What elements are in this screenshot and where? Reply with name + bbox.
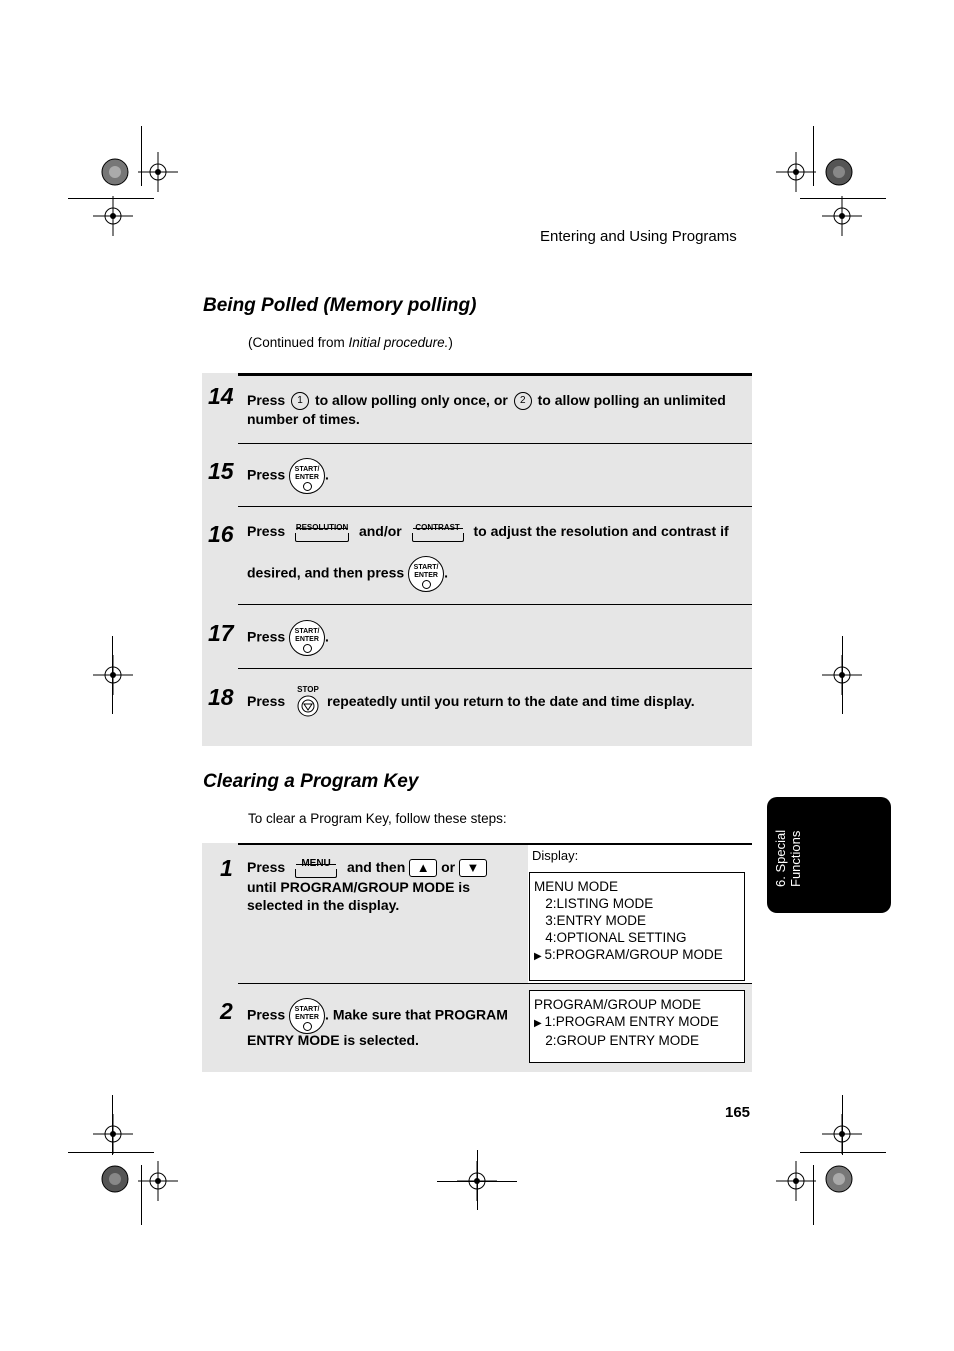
chapter-tab-label: 6. Special Functions [773, 829, 803, 887]
lcd-line-selected: ▶ 5:PROGRAM/GROUP MODE [534, 947, 723, 962]
start-enter-key-icon: START/ ENTER [289, 620, 325, 656]
stop-key-icon: STOP [294, 685, 322, 722]
lcd-line: 2:LISTING MODE [534, 896, 654, 911]
divider [238, 443, 752, 444]
step-18-text-cont: repeatedly until you return to the date and time display. [327, 693, 695, 709]
section-intro: To clear a Program Key, follow these steps: [248, 811, 507, 826]
divider [238, 668, 752, 669]
section-title-memory-polling: Being Polled (Memory polling) [203, 295, 477, 316]
section-title-clearing-key: Clearing a Program Key [203, 771, 419, 792]
section-intro: (Continued from Initial procedure.) [248, 335, 453, 350]
divider [238, 983, 752, 984]
step-number: 14 [208, 383, 234, 409]
step-2-text-cont: ENTRY MODE is selected. [247, 1032, 419, 1048]
start-enter-key-icon: START/ ENTER [289, 458, 325, 494]
key-2-icon: 2 [514, 392, 532, 410]
lcd-line: PROGRAM/GROUP MODE [534, 997, 702, 1012]
down-arrow-key-icon: ▼ [459, 859, 487, 877]
divider [238, 373, 752, 376]
lcd-line: MENU MODE [534, 879, 618, 894]
divider [238, 506, 752, 507]
step-16-text: Press RESOLUTION and/or CONTRAST to adjust the resolution and contrast if [247, 522, 747, 542]
step-16-text-cont: desired, and then press START/ ENTER . [247, 556, 448, 592]
step-number: 18 [208, 684, 234, 710]
start-enter-key-icon: START/ ENTER [408, 556, 444, 592]
resolution-key-icon: RESOLUTION [295, 523, 349, 542]
step-15-text: Press START/ ENTER . [247, 458, 329, 494]
lcd-line: 3:ENTRY MODE [534, 913, 647, 928]
up-arrow-key-icon: ▲ [409, 859, 437, 877]
menu-key-icon: MENU [295, 859, 337, 878]
contrast-key-icon: CONTRAST [412, 523, 464, 542]
step-14-text: Press 1 to allow polling only once, or 2 to allow polling an unlimited number of times. [247, 392, 726, 428]
step-1-text: Press MENU and then ▲ or ▼ until PROGRAM/GROUP MODE is selected in the display. [247, 858, 522, 914]
key-1-icon: 1 [291, 392, 309, 410]
lcd-line: 2:GROUP ENTRY MODE [534, 1033, 700, 1048]
display-label: Display: [532, 848, 579, 863]
step-number: 1 [220, 855, 233, 881]
step-17-text: Press START/ ENTER . [247, 620, 329, 656]
lcd-display-menu [529, 872, 745, 981]
divider [238, 604, 752, 605]
cursor-arrow-icon: ▶ [534, 951, 545, 962]
start-enter-key-icon: START/ ENTER [289, 998, 325, 1034]
step-number: 16 [208, 521, 234, 547]
lcd-line: 4:OPTIONAL SETTING [534, 930, 687, 945]
step-18-text: Press [247, 693, 286, 709]
running-head: Entering and Using Programs [540, 228, 737, 245]
step-number: 15 [208, 458, 234, 484]
lcd-line-selected: ▶ 1:PROGRAM ENTRY MODE [534, 1014, 719, 1029]
cursor-arrow-icon: ▶ [534, 1018, 545, 1029]
lcd-display-program-group [529, 990, 745, 1063]
step-number: 2 [220, 998, 233, 1024]
step-2-text: Press START/ ENTER . Make sure that PROGRAM [247, 998, 527, 1034]
page-number: 165 [725, 1104, 751, 1121]
step-number: 17 [208, 620, 234, 646]
chapter-tab [767, 797, 891, 913]
